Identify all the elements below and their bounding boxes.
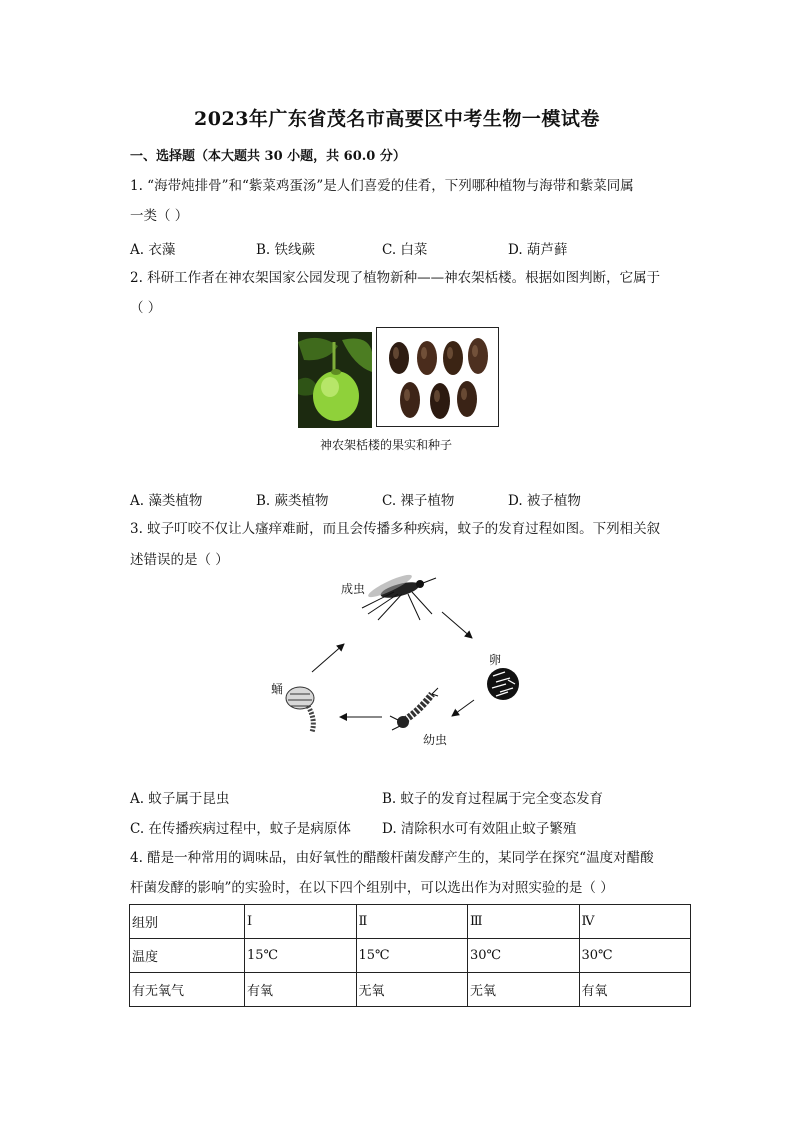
label-adult: 成虫 xyxy=(341,582,366,596)
q2-option-c: C. 裸子植物 xyxy=(382,493,455,509)
q3-stem-line1: 3. 蚊子叮咬不仅让人瘙痒难耐，而且会传播多种疾病，蚊子的发育过程如图。下列相关叙 xyxy=(130,521,661,537)
pupa-icon xyxy=(286,687,314,732)
q4-stem-line2: 杆菌发酵的影响”的实验时，在以下四个组别中，可以选出作为对照实验的是（ ） xyxy=(130,880,614,896)
table-cell: 有氧 xyxy=(579,973,691,1007)
q2-option-a: A. 藻类植物 xyxy=(130,493,203,509)
table-cell: 30℃ xyxy=(468,939,580,973)
q2-option-d: D. 被子植物 xyxy=(508,493,581,509)
q2-stem-line2: （ ） xyxy=(130,300,162,316)
table-row xyxy=(130,973,691,1007)
q1-option-b: B. 铁线蕨 xyxy=(256,242,316,258)
table-cell: Ⅰ xyxy=(245,905,357,939)
q1-option-c: C. 白菜 xyxy=(382,242,428,258)
seeds-photo xyxy=(376,327,499,427)
table-cell: 15℃ xyxy=(245,939,357,973)
table-cell: 无氧 xyxy=(468,973,580,1007)
q4-stem-line1: 4. 醋是一种常用的调味品，由好氧性的醋酸杆菌发酵产生的，某同学在探究“温度对醋酸 xyxy=(130,850,654,866)
table-cell: 30℃ xyxy=(579,939,691,973)
table-cell: 组别 xyxy=(130,905,245,939)
table-row xyxy=(130,905,691,939)
q3-option-d: D. 清除积水可有效阻止蚊子繁殖 xyxy=(382,821,577,837)
experiment-table xyxy=(129,904,691,1007)
table-cell: 有无氧气 xyxy=(130,973,245,1007)
page-title: 2023年广东省茂名市高要区中考生物一模试卷 xyxy=(194,108,600,130)
q3-stem-line2: 述错误的是（ ） xyxy=(130,552,229,568)
table-cell: 15℃ xyxy=(356,939,468,973)
table-cell: 有氧 xyxy=(245,973,357,1007)
q3-option-b: B. 蚊子的发育过程属于完全变态发育 xyxy=(382,791,604,807)
egg-cluster-icon xyxy=(487,668,519,700)
q1-option-d: D. 葫芦藓 xyxy=(508,242,568,258)
fruit-photo xyxy=(298,332,372,428)
label-egg: 卵 xyxy=(489,653,502,667)
adult-mosquito-icon xyxy=(362,571,436,620)
table-cell: 温度 xyxy=(130,939,245,973)
q2-option-b: B. 蕨类植物 xyxy=(256,493,329,509)
label-pupa: 蛹 xyxy=(271,682,284,696)
table-cell: 无氧 xyxy=(356,973,468,1007)
q1-stem-line2: 一类（ ） xyxy=(130,208,189,224)
table-cell: Ⅳ xyxy=(579,905,691,939)
table-cell: Ⅱ xyxy=(356,905,468,939)
table-cell: Ⅲ xyxy=(468,905,580,939)
larva-icon xyxy=(390,688,438,730)
figure-caption: 神农架栝楼的果实和种子 xyxy=(320,438,453,452)
q3-option-a: A. 蚊子属于昆虫 xyxy=(130,791,230,807)
table-row xyxy=(130,939,691,973)
q3-option-c: C. 在传播疾病过程中，蚊子是病原体 xyxy=(130,821,351,837)
q1-option-a: A. 衣藻 xyxy=(130,242,176,258)
section-heading: 一、选择题（本大题共 30 小题，共 60.0 分） xyxy=(130,149,406,164)
q1-stem-line1: 1. “海带炖排骨”和“紫菜鸡蛋汤”是人们喜爱的佳肴，下列哪种植物与海带和紫菜同属 xyxy=(130,178,634,194)
q2-stem-line1: 2. 科研工作者在神农架国家公园发现了植物新种——神农架栝楼。根据如图判断，它属于 xyxy=(130,270,661,286)
label-larva: 幼虫 xyxy=(423,733,448,747)
